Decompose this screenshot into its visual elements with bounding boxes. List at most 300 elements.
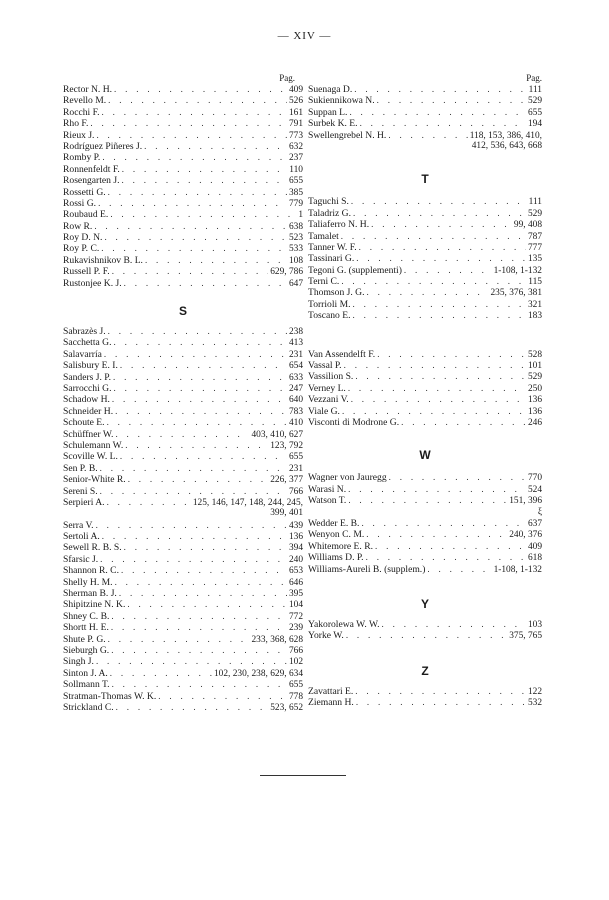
- leader-dots: [96, 656, 287, 667]
- entry-pages: 240, 376: [509, 530, 542, 541]
- entry-pages: 395: [288, 589, 303, 600]
- entry-name: Williams D. P.: [308, 552, 364, 564]
- right-group-s: [308, 84, 542, 141]
- serpieri-continuation: 399, 401: [270, 508, 303, 519]
- right-group-z: [308, 686, 542, 709]
- leader-dots: [115, 406, 287, 417]
- entry-name: Van Assendelft F.: [308, 348, 376, 360]
- entry-pages: 529: [527, 96, 542, 107]
- leader-dots: [120, 451, 287, 462]
- index-entry: [308, 95, 542, 106]
- section-letter-z: Z: [421, 663, 429, 678]
- leader-dots: [346, 630, 507, 641]
- leader-dots: [114, 84, 287, 95]
- leader-dots: [366, 529, 507, 540]
- index-entry: [308, 697, 542, 708]
- leader-dots: [102, 531, 287, 542]
- entry-pages: 1-108, 1-132: [493, 564, 542, 575]
- index-entry: [308, 84, 542, 95]
- leader-dots: [351, 394, 526, 405]
- index-entry: [63, 656, 303, 667]
- entry-name: Sen P. B.: [63, 462, 98, 474]
- leader-dots: [366, 552, 526, 563]
- entry-name: Shortt H. E.: [63, 622, 109, 634]
- entry-pages: 104: [288, 600, 303, 611]
- leader-dots: [125, 440, 268, 451]
- leader-dots: [145, 255, 287, 266]
- entry-name: Suppan L.: [308, 106, 348, 118]
- right-group-t: [308, 196, 542, 321]
- index-entry: [308, 371, 542, 382]
- index-entry: [63, 209, 303, 220]
- right-group-w2: [308, 518, 542, 575]
- entry-name: Sertoli A.: [63, 531, 100, 543]
- entry-pages: 773: [288, 130, 303, 141]
- leader-dots: [104, 232, 286, 243]
- entry-pages: 413: [288, 338, 303, 349]
- entry-name: Vezzani V.: [308, 394, 349, 406]
- leader-dots: [108, 187, 287, 198]
- swellengrebel-continuation: 412, 536, 643, 668: [471, 140, 542, 151]
- entry-name: Rocchi F.: [63, 106, 100, 118]
- index-entry: [63, 152, 303, 163]
- leader-dots: [101, 243, 287, 254]
- leader-dots: [112, 266, 269, 277]
- entry-pages: 654: [288, 361, 303, 372]
- entry-name: Sacchetta G.: [63, 337, 112, 349]
- entry-pages: 115: [528, 277, 542, 288]
- leader-dots: [102, 107, 287, 118]
- index-entry: [308, 383, 542, 394]
- entry-name: Sukiennikowa N.: [308, 95, 375, 107]
- entry-name: Schüffner W.: [63, 428, 114, 440]
- index-entry: [63, 394, 303, 405]
- index-entry: [63, 175, 303, 186]
- entry-name: Singh J.: [63, 656, 94, 668]
- index-entry: [308, 287, 542, 298]
- leader-dots: [113, 383, 286, 394]
- index-entry: [308, 417, 542, 428]
- entry-pages: 1: [298, 210, 303, 221]
- entry-pages: 629, 786: [270, 267, 303, 278]
- index-entry: [308, 276, 542, 287]
- index-entry: [63, 243, 303, 254]
- index-entry: [308, 118, 542, 129]
- leader-dots: [377, 349, 526, 360]
- index-entry: [308, 552, 542, 563]
- entry-pages: 183: [527, 311, 542, 322]
- leader-dots: [367, 287, 489, 298]
- entry-pages: 783: [288, 406, 303, 417]
- entry-name: Tegoni G. (supplementi): [308, 264, 402, 276]
- leader-dots: [355, 686, 526, 697]
- leader-dots: [128, 474, 269, 485]
- entry-pages: 135: [527, 254, 542, 265]
- leader-dots: [111, 622, 287, 633]
- entry-name: Romby P.: [63, 152, 101, 164]
- entry-name: Surbek K. E.: [308, 118, 358, 130]
- index-entry: [63, 326, 303, 337]
- entry-name: Ziemann H.: [308, 697, 354, 709]
- entry-name: Roubaud E.: [63, 209, 109, 221]
- section-letter-t: T: [421, 172, 429, 187]
- index-entry: [63, 406, 303, 417]
- entry-pages: 136: [527, 406, 542, 417]
- index-entry: [308, 394, 542, 405]
- leader-dots: [124, 278, 287, 289]
- entry-name: Rho F.: [63, 118, 89, 130]
- entry-pages: 646: [288, 577, 303, 588]
- leader-dots: [104, 349, 287, 360]
- entry-pages: 123, 792: [270, 440, 303, 451]
- entry-pages: 787: [527, 231, 542, 242]
- leader-dots: [107, 497, 191, 508]
- leader-dots: [100, 554, 287, 565]
- leader-dots: [96, 130, 286, 141]
- index-entry: [308, 242, 542, 253]
- entry-name: Ronnenfeldt F.: [63, 163, 120, 175]
- entry-name: Rodríguez Piñeres J.: [63, 140, 143, 152]
- entry-name: Sewell R. B. S.: [63, 542, 122, 554]
- entry-name: Sieburgh G.: [63, 644, 110, 656]
- entry-pages: 111: [528, 85, 542, 95]
- entry-pages: 524: [527, 484, 542, 495]
- leader-dots: [144, 141, 287, 152]
- index-entry: [63, 372, 303, 383]
- entry-name: Sabrazès J.: [63, 326, 106, 338]
- index-entry: [63, 266, 303, 277]
- leader-dots: [100, 463, 287, 474]
- leader-dots: [356, 253, 526, 264]
- leader-dots: [119, 588, 287, 599]
- section-letter-w: W: [419, 448, 431, 463]
- entry-pages: 655: [288, 680, 303, 691]
- entry-pages: 151, 396: [509, 496, 542, 507]
- entry-name: Warasi N.: [308, 483, 347, 495]
- index-entry: [63, 349, 303, 360]
- index-entry: [63, 360, 303, 371]
- entry-name: Rukavishnikov B. L.: [63, 254, 143, 266]
- entry-pages: 239: [288, 623, 303, 634]
- leader-dots: [121, 565, 287, 576]
- index-entry: [63, 221, 303, 232]
- index-entry: [308, 564, 542, 575]
- entry-name: Tanner W. F.: [308, 241, 357, 253]
- index-entry: [63, 634, 303, 645]
- left-column: [63, 84, 303, 713]
- entry-pages: 528: [527, 349, 542, 360]
- index-entry: [63, 337, 303, 348]
- entry-name: Shelly H. M.: [63, 576, 113, 588]
- entry-pages: 237: [288, 153, 303, 164]
- entry-pages: 770: [527, 473, 542, 484]
- entry-name: Tassinari G.: [308, 253, 355, 265]
- entry-name: Torrioli M.: [308, 298, 351, 310]
- entry-pages: 640: [288, 395, 303, 406]
- leader-dots: [113, 372, 287, 383]
- footer-rule: [260, 775, 346, 776]
- entry-name: Vassilion S.: [308, 371, 354, 383]
- pag-label-right: Pag.: [526, 73, 542, 83]
- entry-name: Russell P. F.: [63, 266, 110, 278]
- entry-name: Serpieri A.: [63, 496, 105, 508]
- leader-dots: [341, 276, 526, 287]
- entry-name: Scoville W. L.: [63, 451, 118, 463]
- entry-pages: 1-108, 1-132: [493, 265, 542, 276]
- entry-pages: 779: [288, 198, 303, 209]
- index-entry: [308, 265, 542, 276]
- index-entry: [63, 118, 303, 129]
- entry-pages: 777: [527, 242, 542, 253]
- leader-dots: [375, 541, 526, 552]
- entry-pages: 638: [288, 221, 303, 232]
- index-entry: [63, 691, 303, 702]
- leader-dots: [90, 118, 287, 129]
- right-column: [308, 84, 542, 708]
- entry-pages: 529: [527, 208, 542, 219]
- entry-pages: 653: [288, 566, 303, 577]
- entry-name: Yorke W.: [308, 630, 344, 642]
- index-entry: [63, 278, 303, 289]
- entry-pages: 238: [288, 327, 303, 338]
- index-entry: [63, 440, 303, 451]
- index-entry: [308, 219, 542, 230]
- leader-dots: [96, 520, 287, 531]
- index-entry: [63, 520, 303, 531]
- entry-name: Viale G.: [308, 405, 340, 417]
- entry-pages: 394: [288, 543, 303, 554]
- leader-dots: [115, 429, 249, 440]
- entry-pages: 118, 153, 386, 410,: [469, 130, 542, 141]
- entry-pages: 533: [288, 244, 303, 255]
- leader-dots: [108, 634, 250, 645]
- right-group-y: [308, 619, 542, 642]
- index-entry: [63, 255, 303, 266]
- index-entry: [63, 679, 303, 690]
- section-letter-y: Y: [420, 596, 429, 611]
- entry-pages: 772: [288, 611, 303, 622]
- index-entry: [63, 95, 303, 106]
- leader-dots: [377, 95, 526, 106]
- entry-name: Taguchi S.: [308, 196, 349, 208]
- entry-pages: 231: [288, 463, 303, 474]
- index-entry: [63, 645, 303, 656]
- index-entry: [63, 463, 303, 474]
- index-entry: [308, 349, 542, 360]
- entry-name: Sinton J. A.: [63, 667, 108, 679]
- index-entry: [63, 198, 303, 209]
- entry-pages: 226, 377: [270, 475, 303, 486]
- entry-name: Sereni S.: [63, 485, 98, 497]
- right-group-w1: [308, 472, 542, 506]
- page-number: — XIV —: [277, 30, 332, 42]
- entry-name: Revello M.: [63, 95, 107, 107]
- leader-dots: [404, 265, 492, 276]
- entry-pages: 246: [527, 417, 542, 428]
- index-entry: [308, 472, 542, 483]
- index-entry: [63, 130, 303, 141]
- leader-dots: [382, 619, 526, 630]
- leader-dots: [111, 645, 287, 656]
- entry-name: Visconti di Modrone G.: [308, 416, 400, 428]
- entry-name: Schulemann W.: [63, 439, 124, 451]
- entry-name: Suenaga D.: [308, 84, 353, 95]
- index-entry: [63, 107, 303, 118]
- index-entry: [63, 164, 303, 175]
- entry-pages: 231: [288, 349, 303, 360]
- entry-name: Rector N. H.: [63, 84, 113, 95]
- left-group-r: [63, 84, 303, 289]
- leader-dots: [98, 198, 287, 209]
- leader-dots: [371, 219, 512, 230]
- entry-pages: 108: [288, 255, 303, 266]
- entry-name: Taliaferro N. H.: [308, 219, 370, 231]
- right-group-v: [308, 349, 542, 429]
- entry-name: Strickland C.: [63, 701, 114, 713]
- leader-dots: [113, 337, 286, 348]
- index-entry: [63, 668, 303, 679]
- index-entry: [63, 599, 303, 610]
- entry-name: Schneider H.: [63, 405, 114, 417]
- entry-name: Sanders J. P.: [63, 371, 111, 383]
- index-entry: [63, 486, 303, 497]
- entry-name: Verney L.: [308, 382, 346, 394]
- entry-name: Row R.: [63, 220, 93, 232]
- leader-dots: [342, 406, 526, 417]
- entry-pages: 526: [288, 96, 303, 107]
- leader-dots: [112, 679, 287, 690]
- leader-dots: [124, 542, 287, 553]
- entry-pages: 655: [288, 452, 303, 463]
- index-entry: [308, 484, 542, 495]
- entry-name: Terni C.: [308, 276, 340, 288]
- entry-name: Shannon R. C.: [63, 565, 119, 577]
- entry-name: Schoute E.: [63, 417, 105, 429]
- entry-name: Toscano E.: [308, 310, 351, 322]
- index-entry: [308, 518, 542, 529]
- entry-name: Rossi G.: [63, 197, 97, 209]
- leader-dots: [349, 107, 525, 118]
- leader-dots: [353, 208, 526, 219]
- entry-name: Salavarría: [63, 348, 102, 360]
- index-entry: [308, 541, 542, 552]
- entry-name: Roy D. N.: [63, 232, 103, 244]
- entry-pages: 409: [527, 541, 542, 552]
- index-entry: [63, 383, 303, 394]
- index-entry: [308, 406, 542, 417]
- entry-pages: 439: [288, 520, 303, 531]
- entry-pages: 136: [288, 532, 303, 543]
- entry-name: Sherman B. J.: [63, 588, 117, 600]
- leader-dots: [108, 326, 287, 337]
- index-entry: [63, 577, 303, 588]
- index-entry: [308, 107, 542, 118]
- entry-pages: 102, 230, 238, 629, 634: [213, 668, 303, 679]
- entry-name: Salisbury E. I.: [63, 360, 118, 372]
- left-group-s2: [63, 520, 303, 714]
- entry-pages: 122: [527, 686, 542, 697]
- leader-dots: [110, 668, 212, 679]
- leader-dots: [102, 152, 287, 163]
- entry-name: Swellengrebel N. H.: [308, 129, 387, 141]
- entry-pages: 637: [527, 518, 542, 529]
- entry-pages: 655: [527, 107, 542, 118]
- index-entry: [63, 565, 303, 576]
- entry-name: Tamalet: [308, 230, 339, 242]
- leader-dots: [107, 417, 287, 428]
- pag-label-left: Pag.: [279, 73, 295, 83]
- entry-name: Shipitzine N. K.: [63, 599, 126, 611]
- index-entry: [308, 495, 542, 506]
- entry-pages: 235, 376, 381: [490, 288, 542, 299]
- index-entry: [63, 622, 303, 633]
- index-entry: [63, 542, 303, 553]
- entry-name: Sarrocchi G.: [63, 382, 112, 394]
- leader-dots: [353, 310, 526, 321]
- leader-dots: [351, 196, 527, 207]
- entry-pages: 102: [288, 657, 303, 668]
- index-entry: [308, 299, 542, 310]
- index-entry: [63, 554, 303, 565]
- leader-dots: [158, 691, 287, 702]
- entry-name: Rosengarten J.: [63, 175, 120, 187]
- entry-name: Whitemore E. R.: [308, 540, 374, 552]
- entry-name: Rieux J.: [63, 129, 95, 141]
- entry-name: Watson T.: [308, 495, 347, 507]
- leader-dots: [94, 221, 287, 232]
- entry-name: Yakorolewa W. W.: [308, 618, 380, 630]
- leader-dots: [401, 417, 526, 428]
- entry-pages: 403, 410, 627: [251, 429, 303, 440]
- entry-name: Roy P. C.: [63, 243, 100, 255]
- leader-dots: [110, 209, 296, 220]
- entry-name: Zavattari E.: [308, 685, 354, 697]
- entry-name: Sfarsic J.: [63, 553, 99, 565]
- leader-dots: [115, 577, 287, 588]
- entry-name: Shute P. G.: [63, 633, 106, 645]
- index-entry: [63, 187, 303, 198]
- index-entry: [308, 310, 542, 321]
- leader-dots: [344, 360, 526, 371]
- index-entry: [63, 497, 303, 508]
- entry-name: Sollmann T.: [63, 679, 110, 691]
- index-entry: [63, 417, 303, 428]
- entry-pages: 633: [288, 372, 303, 383]
- index-entry: [308, 360, 542, 371]
- entry-pages: 110: [289, 164, 303, 175]
- entry-name: Senior-White R.: [63, 474, 126, 486]
- index-entry: [63, 232, 303, 243]
- entry-pages: 409: [288, 85, 303, 95]
- entry-name: Wedder E. B.: [308, 517, 360, 529]
- entry-pages: 655: [288, 176, 303, 187]
- leader-dots: [116, 702, 269, 713]
- entry-pages: 410: [288, 418, 303, 429]
- entry-pages: 618: [527, 553, 542, 564]
- index-entry: [308, 686, 542, 697]
- index-entry: [308, 630, 542, 641]
- index-entry: [63, 429, 303, 440]
- entry-pages: 375, 765: [509, 631, 542, 642]
- entry-pages: 632: [288, 141, 303, 152]
- entry-name: Rossetti G.: [63, 186, 106, 198]
- index-entry: [63, 531, 303, 542]
- index-entry: [63, 84, 303, 95]
- entry-name: Taladriz G.: [308, 207, 352, 219]
- index-entry: [63, 702, 303, 713]
- index-entry: [308, 196, 542, 207]
- watson-continuation: ξ: [537, 506, 542, 517]
